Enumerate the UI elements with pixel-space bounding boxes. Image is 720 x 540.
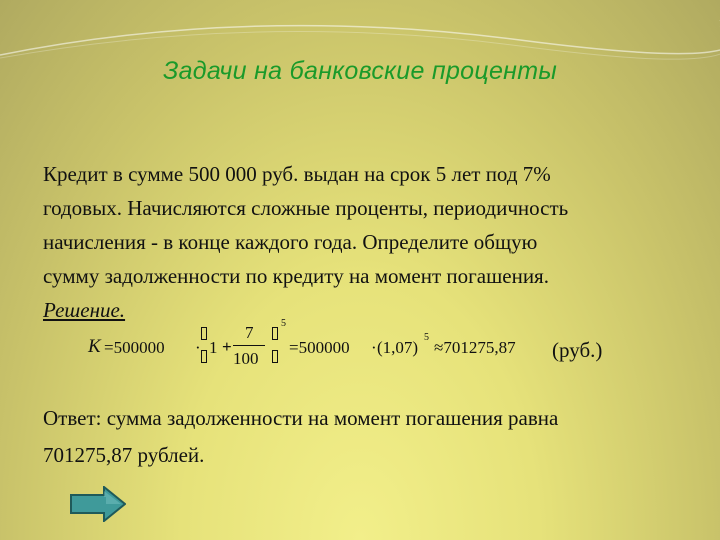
next-slide-button[interactable] xyxy=(70,486,126,522)
formula-variable: K xyxy=(88,336,101,357)
bracket-right-top xyxy=(272,327,278,340)
formula-one: 1 xyxy=(209,338,218,357)
problem-text xyxy=(43,157,683,293)
answer-line: 701275,87 рублей. xyxy=(43,443,205,467)
problem-line: начисления - в конце каждого года. Определите общую xyxy=(43,230,538,254)
formula-base: (1,07) xyxy=(377,338,419,357)
bracket-left-bottom xyxy=(201,350,207,363)
bracket-left-top xyxy=(201,327,207,340)
formula-outer-exponent: 5 xyxy=(281,318,286,329)
formula-plus: + xyxy=(222,337,232,356)
answer-line: Ответ: сумма задолженности на момент погашения равна xyxy=(43,406,559,430)
formula-eq1: =500000 xyxy=(104,338,165,357)
answer-text xyxy=(43,400,683,474)
formula-dot2: · xyxy=(371,338,377,357)
formula-eq2: =500000 xyxy=(289,338,350,357)
bracket-right-bottom xyxy=(272,350,278,363)
formula-denominator: 100 xyxy=(233,349,259,368)
solution-label: Решение. xyxy=(43,298,126,322)
fraction-bar xyxy=(233,345,265,346)
right-arrow-icon xyxy=(71,487,125,521)
formula xyxy=(88,318,628,378)
problem-line: Кредит в сумме 500 000 руб. выдан на срок 5 лет под 7% xyxy=(43,162,551,186)
unit-label: (руб.) xyxy=(552,338,603,362)
problem-line: годовых. Начисляются сложные проценты, периодичность xyxy=(43,196,569,220)
formula-dot1: · xyxy=(195,338,201,357)
slide-title: Задачи на банковские проценты xyxy=(162,57,558,85)
formula-numerator: 7 xyxy=(245,323,254,342)
formula-result: ≈701275,87 xyxy=(434,338,516,357)
formula-inner-exponent: 5 xyxy=(424,332,429,343)
problem-line: сумму задолженности по кредиту на момент погашения. xyxy=(43,264,549,288)
